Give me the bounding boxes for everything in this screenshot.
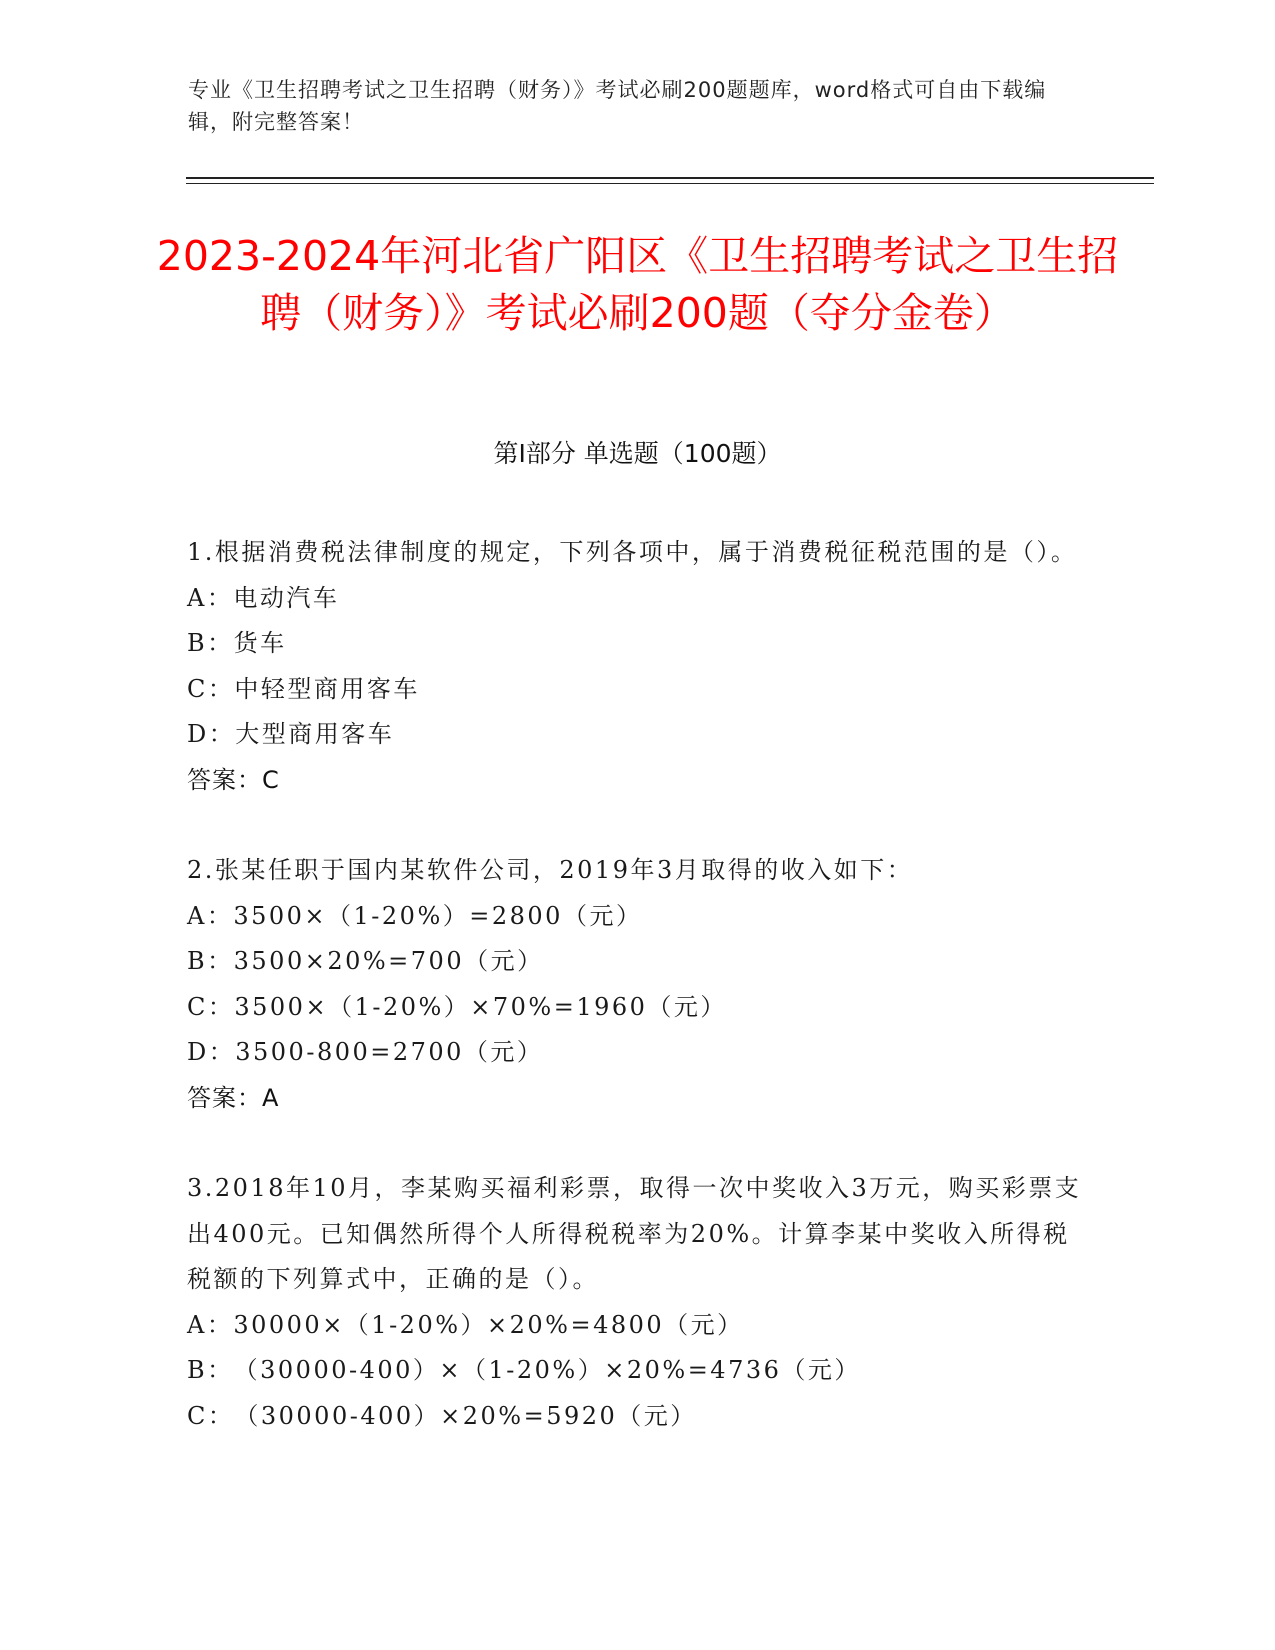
header-rule-thick — [186, 177, 1154, 179]
option-a — [187, 576, 1087, 622]
option-key: C： — [187, 1401, 235, 1430]
question-stem: 1.根据消费税法律制度的规定，下列各项中，属于消费税征税范围的是（）。 — [187, 538, 1078, 566]
spacer — [187, 1121, 1087, 1166]
option-text: 3500-800=2700（元） — [235, 1038, 544, 1066]
answer-value: A — [262, 1083, 280, 1112]
option-key: A： — [187, 901, 234, 930]
option-text: 3500×（1-20%）×70%=1960（元） — [234, 992, 727, 1021]
option-b — [187, 939, 1087, 985]
option-key: D： — [187, 720, 236, 748]
answer-label: 答案： — [187, 1083, 262, 1112]
option-text: 大型商用客车 — [235, 720, 395, 748]
option-key: C： — [187, 992, 235, 1021]
answer-value: C — [262, 765, 280, 794]
option-c — [187, 1394, 1087, 1440]
option-text: 电动汽车 — [233, 583, 340, 612]
option-key: C： — [187, 674, 235, 703]
answer-line — [187, 1076, 1087, 1122]
section-heading: 第Ⅰ部分 单选题（100题） — [493, 439, 782, 468]
question-list — [187, 530, 1087, 1439]
header-note: 专业《卫生招聘考试之卫生招聘（财务）》考试必刷200题题库，word格式可自由下载编辑，附完整答案！ — [188, 78, 1047, 134]
header-rule-thin — [186, 183, 1154, 184]
option-a — [187, 1303, 1087, 1349]
option-text: （30000-400）×20%=5920（元） — [234, 1401, 697, 1430]
question-stem: 3.2018年10月，李某购买福利彩票，取得一次中奖收入3万元，购买彩票支出400元。已知偶然所得个人所得税税率为20%。计算李某中奖收入所得税税额的下列算式中，正确的是（）。 — [187, 1174, 1082, 1293]
option-c — [187, 985, 1087, 1031]
option-text: （30000-400）×（1-20%）×20%=4736（元） — [233, 1356, 861, 1384]
option-d — [187, 1030, 1087, 1076]
option-text: 30000×（1-20%）×20%=4800（元） — [233, 1310, 744, 1339]
option-key: A： — [187, 1310, 234, 1339]
option-c — [187, 667, 1087, 713]
option-key: B： — [187, 947, 234, 975]
question-3 — [187, 1166, 1087, 1439]
option-d — [187, 712, 1087, 758]
option-key: D： — [187, 1038, 236, 1066]
option-b — [187, 1348, 1087, 1394]
option-key: A： — [187, 583, 234, 612]
document-title: 2023-2024年河北省广阳区《卫生招聘考试之卫生招聘（财务）》考试必刷200题（夺分金卷） — [156, 232, 1119, 337]
option-text: 3500×（1-20%）=2800（元） — [233, 901, 643, 930]
option-key: B： — [187, 1356, 234, 1384]
spacer — [187, 803, 1087, 848]
option-key: B： — [187, 629, 234, 657]
option-text: 货车 — [233, 629, 287, 657]
answer-label: 答案： — [187, 765, 262, 794]
option-text: 中轻型商用客车 — [234, 674, 420, 703]
option-b — [187, 621, 1087, 667]
answer-line — [187, 758, 1087, 804]
option-a — [187, 894, 1087, 940]
question-stem: 2.张某任职于国内某软件公司，2019年3月取得的收入如下： — [187, 856, 914, 884]
question-1 — [187, 530, 1087, 803]
question-2 — [187, 848, 1087, 1121]
option-text: 3500×20%=700（元） — [233, 947, 544, 975]
